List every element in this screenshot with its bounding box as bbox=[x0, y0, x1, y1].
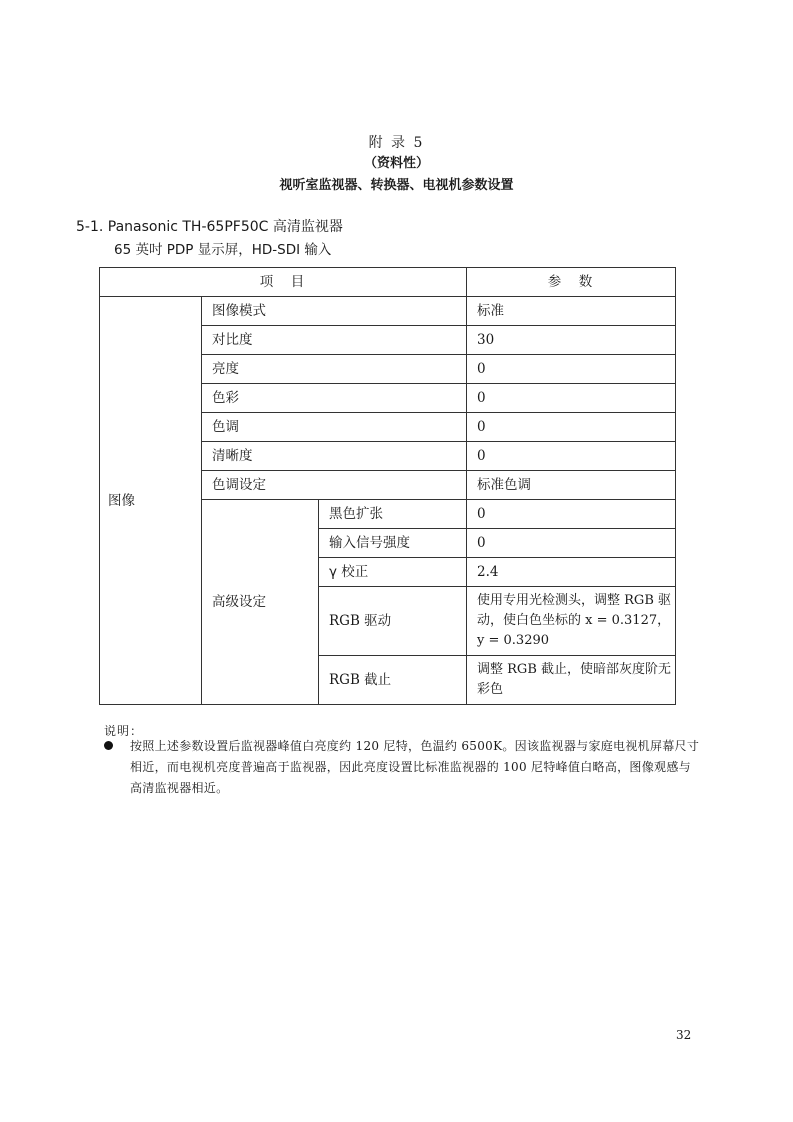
note-text: 按照上述参数设置后监视器峰值白亮度约 120 尼特，色温约 6500K。因该监视器与家庭电视机屏幕尺寸相近，而电视机亮度普遍高于监视器，因此亮度设置比标准监视器的 100 尼特峰值白略高，图像观感与高清监视器相近。 bbox=[130, 739, 700, 795]
row-item: 色彩 bbox=[202, 384, 467, 413]
row-item: 清晰度 bbox=[202, 442, 467, 471]
row-item: 图像模式 bbox=[202, 297, 467, 326]
row-value: 0 bbox=[467, 384, 676, 413]
group-label: 图像 bbox=[100, 297, 202, 705]
table-header-row bbox=[100, 268, 676, 297]
section-heading: 5-1. Panasonic TH-65PF50C 高清监视器 bbox=[76, 219, 343, 235]
header-param: 参 数 bbox=[467, 268, 676, 297]
row-item: RGB 驱动 bbox=[319, 587, 467, 656]
row-value: 0 bbox=[467, 500, 676, 529]
parameter-table bbox=[99, 267, 676, 705]
row-value: 标准 bbox=[467, 297, 676, 326]
header-item: 项 目 bbox=[100, 268, 467, 297]
notes-label: 说明： bbox=[104, 724, 144, 738]
appendix-subtitle: 视听室监视器、转换器、电视机参数设置 bbox=[279, 178, 514, 193]
row-item: 色调 bbox=[202, 413, 467, 442]
row-value: 调整 RGB 截止，使暗部灰度阶无彩色 bbox=[467, 656, 676, 705]
row-item: 输入信号强度 bbox=[319, 529, 467, 558]
row-item: γ 校正 bbox=[319, 558, 467, 587]
page-number: 32 bbox=[676, 1028, 692, 1042]
row-item: 色调设定 bbox=[202, 471, 467, 500]
row-value: 2.4 bbox=[467, 558, 676, 587]
row-value: 30 bbox=[467, 326, 676, 355]
row-value: 使用专用光检测头，调整 RGB 驱动，使白色坐标的 x = 0.3127，y = 0.3290 bbox=[467, 587, 676, 656]
section-description: 65 英吋 PDP 显示屏，HD-SDI 输入 bbox=[114, 242, 332, 258]
row-value: 0 bbox=[467, 355, 676, 384]
row-item: 黑色扩张 bbox=[319, 500, 467, 529]
row-value: 0 bbox=[467, 442, 676, 471]
table-row bbox=[100, 297, 676, 326]
appendix-title: 附 录 5 bbox=[368, 135, 425, 151]
appendix-nature: （资料性） bbox=[363, 156, 429, 171]
row-value: 0 bbox=[467, 413, 676, 442]
row-item: 亮度 bbox=[202, 355, 467, 384]
row-item: 对比度 bbox=[202, 326, 467, 355]
row-item: RGB 截止 bbox=[319, 656, 467, 705]
row-value: 标准色调 bbox=[467, 471, 676, 500]
advanced-label: 高级设定 bbox=[202, 500, 319, 705]
row-value: 0 bbox=[467, 529, 676, 558]
bullet-icon bbox=[104, 741, 113, 750]
